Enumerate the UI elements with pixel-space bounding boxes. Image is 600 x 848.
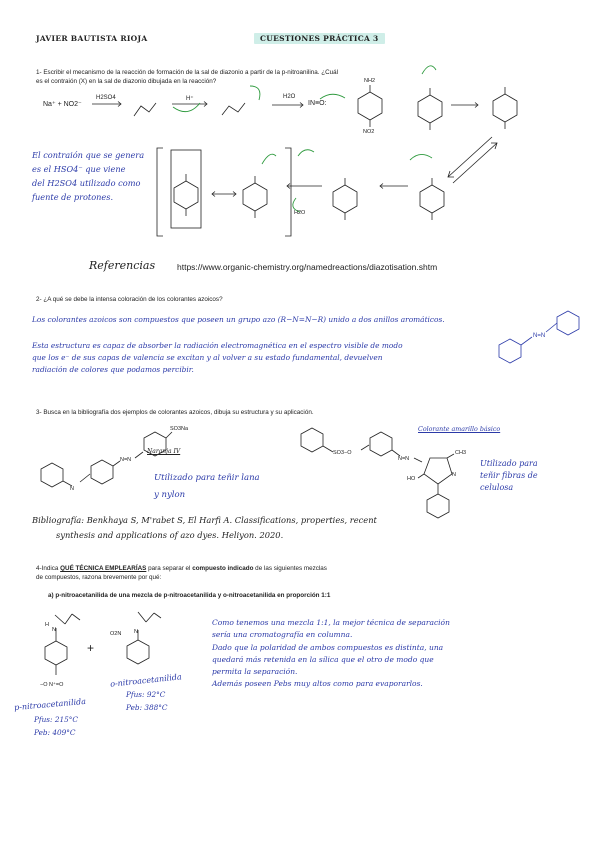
dye2-use-line: celulosa <box>480 483 514 492</box>
dye2-use-line: Utilizado para <box>480 459 538 468</box>
water-out: H2O <box>294 210 306 216</box>
svg-text:N=N: N=N <box>398 456 410 462</box>
q4-question-line2: de compuestos, razona brevemente por qué: <box>36 574 162 581</box>
q4-question-highlight: QUÉ TÉCNICA EMPLEARÍAS <box>60 565 147 572</box>
q4-answer-line: Dado que la polaridad de ambos compuestos es distinta, una <box>212 642 444 652</box>
q4-question-bold: compuesto indicado <box>192 565 254 572</box>
page-title: CUESTIONES PRÁCTICA 3 <box>254 33 385 44</box>
dye2-so3: SO3−O <box>333 450 352 456</box>
para-eb: Peb: 409°C <box>34 728 76 737</box>
q1-text-line2: es el contraión (X) en la sal de diazonio dibujada en la reacción? <box>36 78 217 85</box>
q2-answer-a: Los colorantes azoicos son compuestos que poseen un grupo azo (R−N=N−R) unido a dos anillos aromáticos. <box>32 315 445 324</box>
ortho-eb: Peb: 388°C <box>126 703 168 712</box>
q3-question: 3- Busca en la bibliografía dos ejemplos de colorantes azoicos, dibuja su estructura y su aplicación. <box>36 409 314 416</box>
reagent-nano2: Na⁺ + NO2⁻ <box>43 101 82 108</box>
q4-question-mid: para separar el <box>146 565 193 572</box>
aniline-nh2: NH2 <box>364 78 376 84</box>
svg-text:+: + <box>87 641 95 655</box>
q4-answer-line: sería una cromatografía en columna. <box>212 630 353 640</box>
dye1-so3na: SO3Na <box>170 426 189 432</box>
dye2-ch3: CH3 <box>455 450 467 456</box>
q1-answer-line: del H2SO4 utilizado como <box>32 178 141 188</box>
reagent-hplus-1: H⁺ <box>186 96 194 102</box>
q1-answer-line: El contraión que se genera <box>32 150 145 160</box>
svg-text:N=N: N=N <box>120 457 132 463</box>
q4-answer <box>212 617 582 691</box>
svg-text:N: N <box>70 486 74 492</box>
dye1-use-line: Utilizado para teñir lana <box>154 473 260 483</box>
q2-question: 2- ¿A qué se debe la intensa coloración de los colorantes azoicos? <box>36 296 223 303</box>
ortho-fus: Pfus: 92°C <box>126 690 166 699</box>
q4-part-a: a) p-nitroacetanilida de una mezcla de p-nitroacetanilida y o-nitroacetanilida en proporción 1:1 <box>48 592 331 599</box>
para-name: p-nitroacetanilida <box>13 696 87 713</box>
q1-text-line1: 1- Escribir el mecanismo de la reacción de formación de la sal de diazonio a partir de la p-nitroanilina. ¿Cuál <box>36 69 339 76</box>
svg-text:N: N <box>52 627 56 633</box>
ortho-name: o-nitroacetanilida <box>109 672 183 689</box>
dye2-n: N <box>452 472 456 478</box>
q4-answer-line: Como tenemos una mezcla 1:1, la mejor técnica de separación <box>212 618 450 627</box>
q2-answer-line: que los e⁻ de sus capas de valencia se excitan y al volver a su estado fundamental, devuelven <box>32 352 383 362</box>
q4-answer-line: Además poseen Pebs muy altos como para evaporarlos. <box>212 679 423 689</box>
svg-text:H: H <box>45 622 49 628</box>
aniline-no2: NO2 <box>363 129 375 135</box>
q4-answer-line: quedará más retenida en la sílica que el otro de modo que <box>212 654 434 664</box>
references-url[interactable]: https://www.organic-chemistry.org/namedreactions/diazotisation.shtm <box>177 262 438 272</box>
q1-answer-line: es el HSO4⁻ que viene <box>32 164 126 174</box>
q2-answer-line: Esta estructura es capaz de absorber la radiación electromagnética en el espectro visible de modo <box>32 341 403 350</box>
svg-text:N=N: N=N <box>533 333 546 339</box>
dye2-ho: HO <box>407 476 416 482</box>
svg-text:−O N⁺=O: −O N⁺=O <box>40 682 64 688</box>
author-name: JAVIER BAUTISTA RIOJA <box>36 34 148 43</box>
q2-answer-line: radiación de colores que podamos percibir. <box>32 364 194 374</box>
dye1-name: Naranja IV <box>147 448 181 455</box>
dye2-name: Colorante amarillo básico <box>418 426 501 433</box>
reagent-h2o: H2O <box>283 94 296 100</box>
para-fus: Pfus: 215°C <box>34 715 78 724</box>
bibliography-line: synthesis and applications of azo dyes. Heliyon. 2020. <box>56 530 284 540</box>
nitrosonium-ion: IN≡O: <box>308 100 327 107</box>
svg-text:O2N: O2N <box>110 631 122 637</box>
q4-question-suffix: de las siguientes mezclas <box>253 565 327 572</box>
dye2-use-line: teñir fibras de <box>480 471 538 480</box>
q4-question-prefix: 4-Indica <box>36 565 61 572</box>
references-label: Referencias <box>89 259 156 272</box>
bibliography-line: Bibliografía: Benkhaya S, M'rabet S, El Harfi A. Classifications, properties, recent <box>32 515 377 525</box>
svg-text:N: N <box>134 629 138 635</box>
reagent-h2so4: H2SO4 <box>96 95 116 101</box>
q4-answer-line: permita la separación. <box>212 667 298 677</box>
dye1-use-line: y nylon <box>154 490 186 500</box>
q1-answer-line: fuente de protones. <box>32 192 114 202</box>
